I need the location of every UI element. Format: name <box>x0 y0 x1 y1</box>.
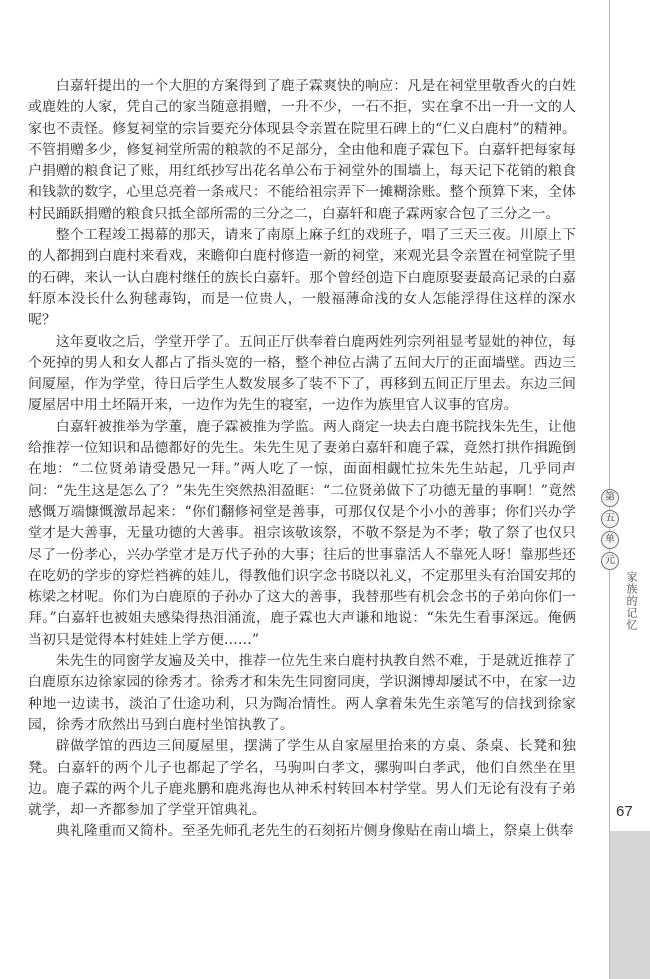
page-edge-tab <box>610 831 650 979</box>
unit-badge-char: 第 <box>601 489 619 507</box>
paragraph: 典礼隆重而又简朴。至圣先师孔老先生的石刻拓片侧身像贴在南山墙上，祭桌上供奉 <box>55 823 574 840</box>
unit-badge-char: 五 <box>601 510 619 528</box>
paragraph: 辟做学馆的西边三间厦屋里，摆满了学生从自家屋里抬来的方桌、条桌、长凳和独凳。白嘉轩的两个儿子也都起了学名，马驹叫白孝文，骡驹叫白孝武，他们自然坐在里边。鹿子霖的两个儿子鹿兆鹏和鹿兆海也从神禾村转回本村学堂。男人们无论有没有子弟就学，却一齐都参加了学堂开馆典礼。 <box>28 738 576 819</box>
paragraph: 白嘉轩提出的一个大胆的方案得到了鹿子霖爽快的响应：凡是在祠堂里敬香火的白姓或鹿姓的人家，凭自己的家当随意捐赠，一升不少，一石不拒，实在拿不出一升一文的人家也不责怪。修复祠堂的宗旨要充分体现县令亲置在院里石碑上的“仁义白鹿村”的精神。不管捐赠多少，修复祠堂所需的粮款的不足部分，全由他和鹿子霖包下。白嘉轩把每家每户捐赠的粮食记了账，用红纸抄写出花名单公布于祠堂外的围墙上，每天记下花销的粮食和钱款的数字，心里总亮着一条戒尺：不能给祖宗弄下一摊糊涂账。整个预算下来，全体村民踊跃捐赠的粮食只抵全部所需的三分之二，白嘉轩和鹿子霖两家合包了三分之一。 <box>28 78 576 222</box>
unit-badge-char: 元 <box>601 552 619 570</box>
page-number: 67 <box>616 803 633 820</box>
unit-label <box>601 489 619 570</box>
unit-badge-char: 单 <box>601 531 619 549</box>
paragraph: 白嘉轩被推举为学董，鹿子霖被推为学监。两人商定一块去白鹿书院找朱先生，让他给推荐一位知识和品德都好的先生。朱先生见了妻弟白嘉轩和鹿子霖，竟然打拱作揖跪倒在地：“二位贤弟请受愚兄一拜。”两人吃了一惊，面面相觑忙拉朱先生站起，几乎同声问：“先生这是怎么了？”朱先生突然热泪盈眶：“二位贤弟做下了功德无量的事啊！”竟然感慨万端慷慨激昂起来：“你们翻修祠堂是善事，可那仅仅是个小小的善事；你们兴办学堂才是大善事，无量功德的大善事。祖宗该敬该祭，不敬不祭是为不孝；敬了祭了也仅只尽了一份孝心，兴办学堂才是万代子孙的大事；往后的世事靠活人不靠死人呀！靠那些还在吃奶的学步的穿烂裆裤的娃儿，得教他们识字念书晓以礼义，不定那里头有治国安邦的栋梁之材呢。你们为白鹿原的子孙办了这大的善事，我替那些有机会念书的子弟向你们一拜。”白嘉轩也被姐夫感染得热泪涌流，鹿子霖也大声谦和地说：“朱先生看事深远。俺俩当初只是觉得本村娃娃上学方便……” <box>28 418 576 648</box>
chapter-title: 家族的记忆 <box>625 571 638 631</box>
paragraph: 整个工程竣工揭幕的那天，请来了南原上麻子红的戏班子，唱了三天三夜。川原上下的人都拥到白鹿村来看戏，来瞻仰白鹿村修造一新的祠堂，来观光县令亲置在祠堂院子里的石碑，来认一认白鹿村继任的族长白嘉轩。那个曾经创造下白鹿原娶妻最高记录的白嘉轩原本没长什么狗毬毒钩，而是一位贵人，一般福薄命浅的女人怎能浮得住这样的深水呢？ <box>28 227 576 329</box>
paragraph: 这年夏收之后，学堂开学了。五间正厅供奉着白鹿两姓列宗列祖显考显妣的神位，每个死掉的男人和女人都占了指头宽的一格，整个神位占满了五间大厅的正面墙壁。西边三间厦屋，作为学堂，待日后学生人数发展多了装不下了，再移到五间正厅里去。东边三间厦屋居中用土坯隔开来，一边作为先生的寝室，一边作为族里官人议事的官房。 <box>28 333 576 414</box>
page-body-text <box>28 76 576 843</box>
paragraph: 朱先生的同窗学友遍及关中，推荐一位先生来白鹿村执教自然不难，于是就近推荐了白鹿原东边徐家园的徐秀才。徐秀才和朱先生同窗同庚，学识渊博却屡试不中，在家一边种地一边读书，淡泊了仕途功利，只为陶冶情性。两人拿着朱先生亲笔写的信找到徐家园，徐秀才欣然出马到白鹿村坐馆执教了。 <box>28 653 576 733</box>
